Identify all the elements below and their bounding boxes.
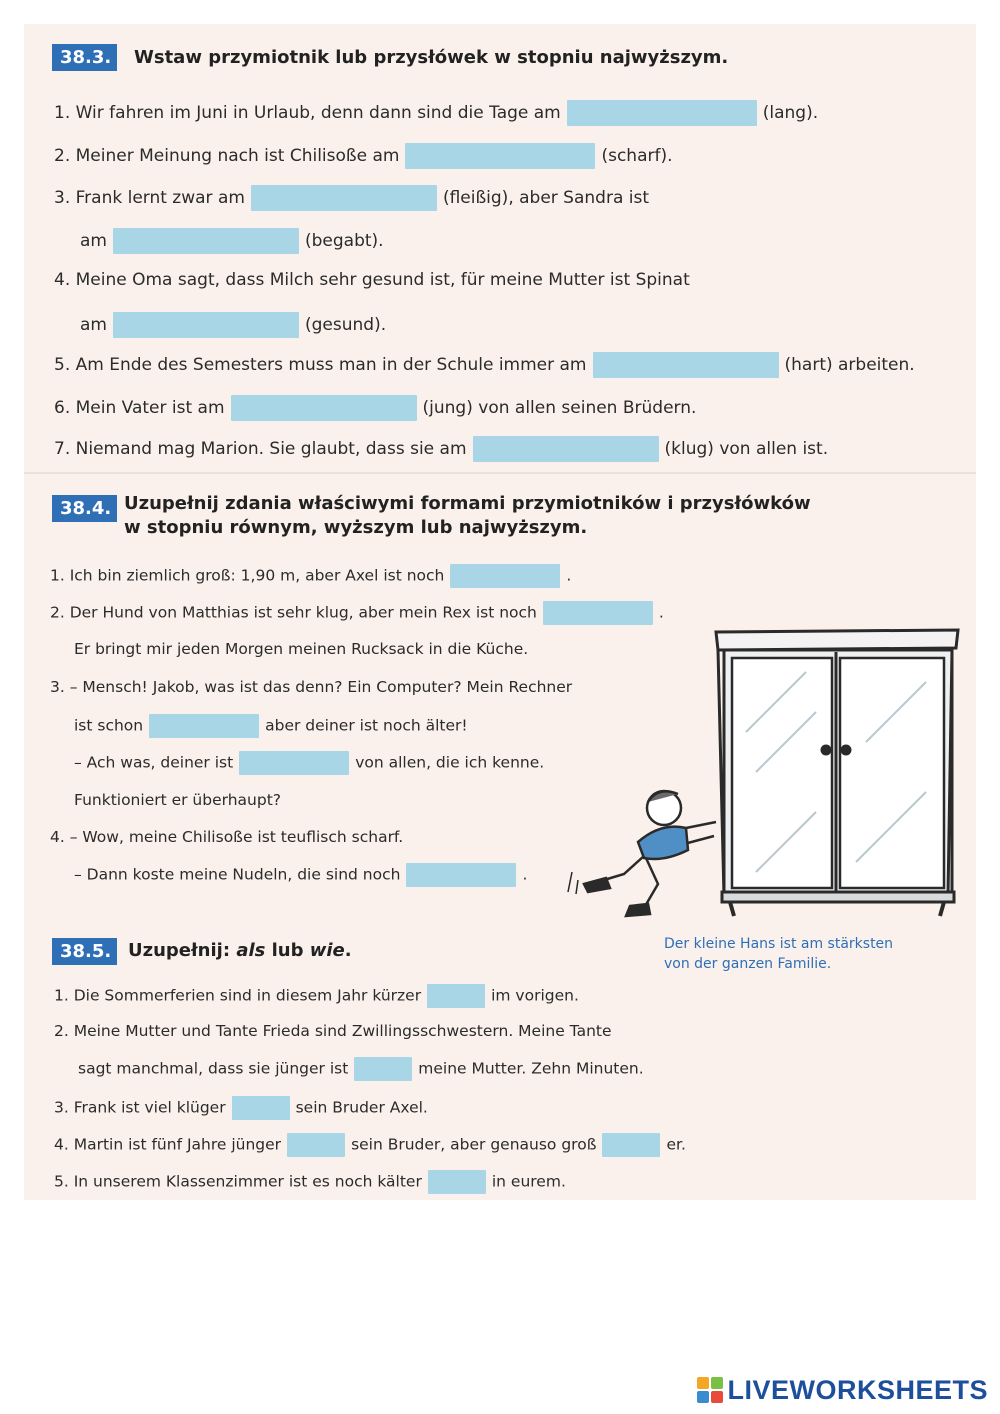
exercise-item: 2. Meiner Meinung nach ist Chilisoße am (scharf). [54, 143, 673, 169]
exercise-title: Wstaw przymiotnik lub przysłówek w stopniu najwyższym. [134, 47, 729, 68]
page-fold-line [24, 472, 976, 474]
illustration-caption [664, 934, 893, 974]
answer-field[interactable] [428, 1170, 486, 1194]
answer-field[interactable] [406, 863, 516, 887]
exercise-item: 1. Wir fahren im Juni in Urlaub, denn dann sind die Tage am (lang). [54, 100, 818, 126]
exercise-item: – Dann koste meine Nudeln, die sind noch . [74, 863, 527, 887]
exercise-number-badge: 38.4. [52, 495, 117, 522]
exercise-title: Uzupełnij zdania właściwymi formami przymiotników i przysłówków [124, 493, 811, 514]
exercise-item: – Ach was, deiner ist von allen, die ich kenne. [74, 751, 544, 775]
exercise-item: am (begabt). [80, 228, 384, 254]
boy-pushing-wardrobe-illustration [566, 622, 966, 922]
answer-field[interactable] [239, 751, 349, 775]
exercise-item: Er bringt mir jeden Morgen meinen Rucksack in die Küche. [74, 640, 529, 658]
answer-field[interactable] [602, 1133, 660, 1157]
exercise-item: 1. Ich bin ziemlich groß: 1,90 m, aber Axel ist noch . [50, 564, 571, 588]
exercise-item: Funktioniert er überhaupt? [74, 791, 282, 809]
wardrobe-drawing [716, 630, 958, 916]
liveworksheets-logo [697, 1376, 988, 1404]
answer-field[interactable] [149, 714, 259, 738]
exercise-item: 3. – Mensch! Jakob, was ist das denn? Ein Computer? Mein Rechner [50, 678, 573, 696]
answer-field[interactable] [113, 228, 299, 254]
answer-field[interactable] [427, 984, 485, 1008]
exercise-number-badge: 38.5. [52, 938, 117, 965]
exercise-title-continued: w stopniu równym, wyższym lub najwyższym. [124, 517, 588, 538]
exercise-item: 2. Der Hund von Matthias ist sehr klug, aber mein Rex ist noch . [50, 601, 664, 625]
logo-icon [697, 1377, 723, 1403]
answer-field[interactable] [287, 1133, 345, 1157]
exercise-item: 5. In unserem Klassenzimmer ist es noch kälter in eurem. [54, 1170, 566, 1194]
exercise-item: ist schon aber deiner ist noch älter! [74, 714, 468, 738]
logo-text: LIVEWORKSHEETS [727, 1374, 988, 1405]
exercise-item: 2. Meine Mutter und Tante Frieda sind Zwillingsschwestern. Meine Tante [54, 1022, 612, 1040]
caption-line: von der ganzen Familie. [664, 956, 832, 972]
exercise-item: 4. Martin ist fünf Jahre jünger sein Bruder, aber genauso groß er. [54, 1133, 686, 1157]
exercise-item: 5. Am Ende des Semesters muss man in der Schule immer am (hart) arbeiten. [54, 352, 915, 378]
answer-field[interactable] [231, 395, 417, 421]
exercise-item: am (gesund). [80, 312, 386, 338]
answer-field[interactable] [232, 1096, 290, 1120]
answer-field[interactable] [354, 1057, 412, 1081]
answer-field[interactable] [473, 436, 659, 462]
exercise-item: 1. Die Sommerferien sind in diesem Jahr kürzer im vorigen. [54, 984, 579, 1008]
exercise-item: 4. – Wow, meine Chilisoße ist teuflisch scharf. [50, 828, 404, 846]
exercise-item: sagt manchmal, dass sie jünger ist meine Mutter. Zehn Minuten. [78, 1057, 644, 1081]
boy-drawing [568, 791, 716, 916]
exercise-item: 4. Meine Oma sagt, dass Milch sehr gesund ist, für meine Mutter ist Spinat [54, 270, 690, 290]
exercise-title: Uzupełnij: als lub wie. [128, 940, 352, 961]
answer-field[interactable] [251, 185, 437, 211]
answer-field[interactable] [405, 143, 595, 169]
answer-field[interactable] [450, 564, 560, 588]
caption-line: Der kleine Hans ist am stärksten [664, 936, 894, 952]
exercise-item: 7. Niemand mag Marion. Sie glaubt, dass sie am (klug) von allen ist. [54, 436, 828, 462]
answer-field[interactable] [567, 100, 757, 126]
exercise-item: 3. Frank lernt zwar am (fleißig), aber Sandra ist [54, 185, 649, 211]
answer-field[interactable] [593, 352, 779, 378]
exercise-item: 3. Frank ist viel klüger sein Bruder Axel. [54, 1096, 428, 1120]
exercise-item: 6. Mein Vater ist am (jung) von allen seinen Brüdern. [54, 395, 696, 421]
exercise-number-badge: 38.3. [52, 44, 117, 71]
answer-field[interactable] [113, 312, 299, 338]
